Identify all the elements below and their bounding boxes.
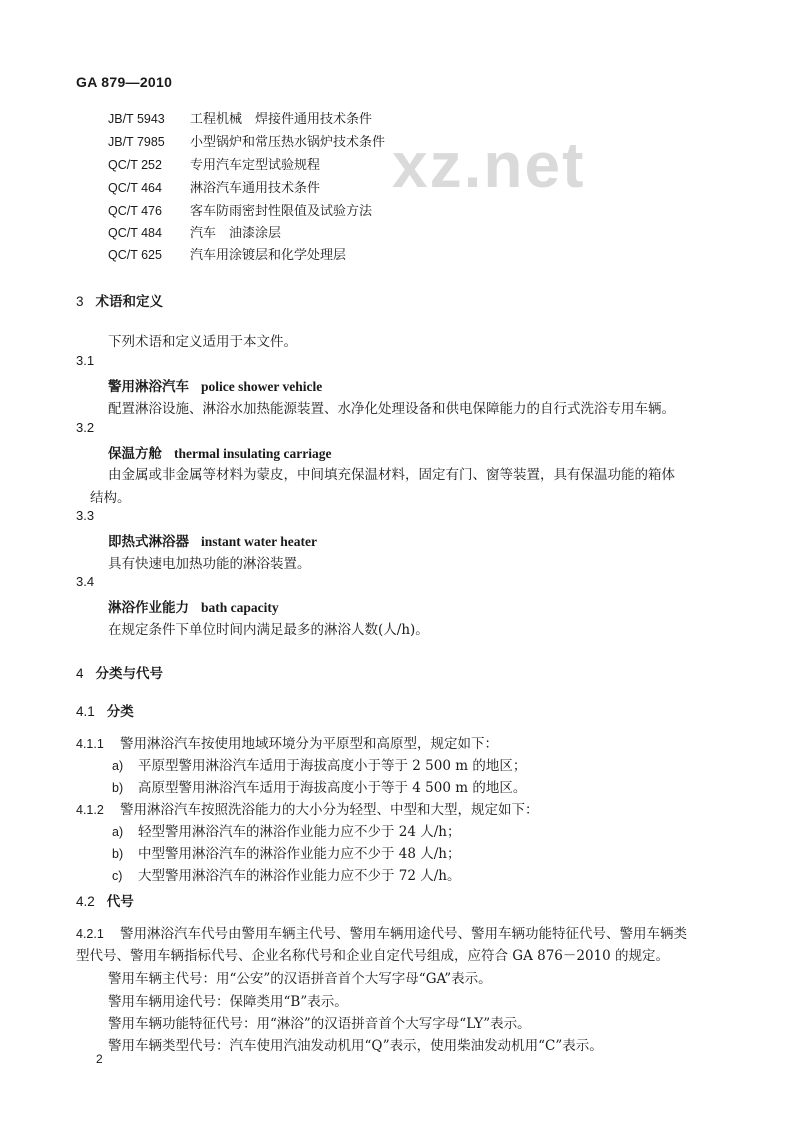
page-number: 2 — [96, 1052, 103, 1066]
reference-item — [108, 222, 281, 241]
term-heading — [108, 596, 279, 616]
list-item — [112, 864, 461, 884]
clause-paragraph — [76, 798, 539, 818]
term-heading — [108, 442, 331, 462]
standard-title: 小型锅炉和常压热水锅炉技术条件 — [190, 135, 386, 150]
clause-number: 3.1 — [76, 353, 95, 368]
clause-text-continued: 型代号、警用车辆指标代号、企业名称代号和企业自定代号组成，应符合 GA 876－2010 的规定。 — [76, 948, 670, 964]
term-en: police shower vehicle — [201, 379, 323, 394]
list-marker: a) — [112, 759, 124, 773]
clause-number: 3.4 — [76, 574, 95, 589]
section-heading — [76, 290, 163, 310]
clause-text: 警用淋浴汽车代号由警用车辆主代号、警用车辆用途代号、警用车辆功能特征代号、警用车辆类 — [120, 926, 687, 942]
standard-code: JB/T 7985 — [108, 135, 165, 149]
list-text: 高原型警用淋浴汽车适用于海拔高度小于等于 4 500 m 的地区。 — [138, 780, 527, 796]
standard-code: JB/T 5943 — [108, 112, 165, 126]
list-marker: c) — [112, 869, 123, 883]
clause-number: 3.3 — [76, 508, 95, 523]
term-definition: 结构。 — [90, 490, 131, 506]
standard-title: 客车防雨密封性限值及试验方法 — [190, 204, 373, 219]
clause-paragraph — [76, 922, 687, 942]
standard-code: QC/T 464 — [108, 181, 162, 195]
clause-text: 警用淋浴汽车按使用地域环境分为平原型和高原型，规定如下： — [120, 736, 498, 752]
document-header: GA 879—2010 — [76, 74, 173, 90]
list-marker: b) — [112, 781, 124, 795]
term-zh: 淋浴作业能力 — [108, 600, 189, 616]
section-title: 术语和定义 — [95, 294, 164, 310]
clause-text: 警用淋浴汽车按照洗浴能力的大小分为轻型、中型和大型，规定如下： — [120, 802, 539, 818]
clause-paragraph: 警用车辆类型代号：汽车使用汽油发动机用“Q”表示，使用柴油发动机用“C”表示。 — [108, 1038, 603, 1054]
list-marker: b) — [112, 847, 124, 861]
standard-title: 汽车用涂镀层和化学处理层 — [190, 248, 347, 263]
list-item — [112, 776, 526, 796]
reference-item — [108, 200, 372, 219]
list-text: 轻型警用淋浴汽车的淋浴作业能力应不少于 24 人/h； — [138, 824, 461, 840]
clause-paragraph: 警用车辆主代号：用“公安”的汉语拼音首个大写字母“GA”表示。 — [108, 971, 492, 987]
subsection-title: 代号 — [106, 894, 134, 910]
list-item — [112, 820, 461, 840]
reference-item — [108, 177, 320, 196]
standard-title: 专用汽车定型试验规程 — [190, 158, 321, 173]
reference-item — [108, 108, 372, 127]
clause-number: 4.1.2 — [76, 803, 104, 817]
list-text: 平原型警用淋浴汽车适用于海拔高度小于等于 2 500 m 的地区； — [138, 758, 527, 774]
term-en: instant water heater — [201, 534, 317, 549]
clause-number: 4.1.1 — [76, 737, 104, 751]
standard-code: QC/T 625 — [108, 248, 162, 262]
section-heading — [76, 662, 163, 682]
term-heading — [108, 375, 322, 395]
section-title: 分类与代号 — [95, 666, 164, 682]
subsection-number: 4.2 — [76, 894, 95, 909]
list-text: 中型警用淋浴汽车的淋浴作业能力应不少于 48 人/h； — [138, 846, 461, 862]
subsection-heading — [76, 890, 134, 910]
term-definition: 配置淋浴设施、淋浴水加热能源装置、水净化处理设备和供电保障能力的自行式洗浴专用车辆。 — [108, 401, 675, 417]
term-definition: 在规定条件下单位时间内满足最多的淋浴人数(人/h)。 — [108, 622, 429, 638]
clause-paragraph: 警用车辆用途代号：保障类用“B”表示。 — [108, 994, 348, 1010]
standard-code: QC/T 484 — [108, 226, 162, 240]
clause-number: 4.2.1 — [76, 927, 104, 941]
standard-title: 淋浴汽车通用技术条件 — [190, 181, 321, 196]
watermark: xz.net — [392, 129, 586, 201]
list-text: 大型警用淋浴汽车的淋浴作业能力应不少于 72 人/h。 — [138, 868, 461, 884]
term-heading — [108, 530, 317, 550]
section-number: 4 — [76, 666, 84, 681]
section-number: 3 — [76, 294, 84, 309]
term-en: bath capacity — [201, 600, 279, 615]
term-zh: 警用淋浴汽车 — [108, 379, 189, 395]
term-zh: 保温方舱 — [108, 446, 162, 462]
term-definition: 具有快速电加热功能的淋浴装置。 — [108, 556, 311, 572]
clause-paragraph — [76, 732, 498, 752]
standard-code: QC/T 476 — [108, 204, 162, 218]
term-en: thermal insulating carriage — [174, 446, 332, 461]
list-marker: a) — [112, 825, 124, 839]
standard-title: 汽车 油漆涂层 — [190, 226, 282, 241]
term-definition: 由金属或非金属等材料为蒙皮，中间填充保温材料，固定有门、窗等装置，具有保温功能的箱体 — [108, 467, 675, 483]
standard-code: QC/T 252 — [108, 158, 162, 172]
clause-number: 3.2 — [76, 420, 95, 435]
subsection-number: 4.1 — [76, 704, 95, 719]
term-zh: 即热式淋浴器 — [108, 534, 189, 550]
list-item — [112, 754, 526, 774]
section-intro: 下列术语和定义适用于本文件。 — [108, 334, 297, 350]
reference-item — [108, 154, 320, 173]
reference-item — [108, 244, 346, 263]
subsection-heading — [76, 700, 134, 720]
subsection-title: 分类 — [106, 704, 134, 720]
list-item — [112, 842, 461, 862]
clause-paragraph: 警用车辆功能特征代号：用“淋浴”的汉语拼音首个大写字母“LY”表示。 — [108, 1016, 531, 1032]
standard-title: 工程机械 焊接件通用技术条件 — [190, 112, 373, 127]
reference-item — [108, 131, 385, 150]
